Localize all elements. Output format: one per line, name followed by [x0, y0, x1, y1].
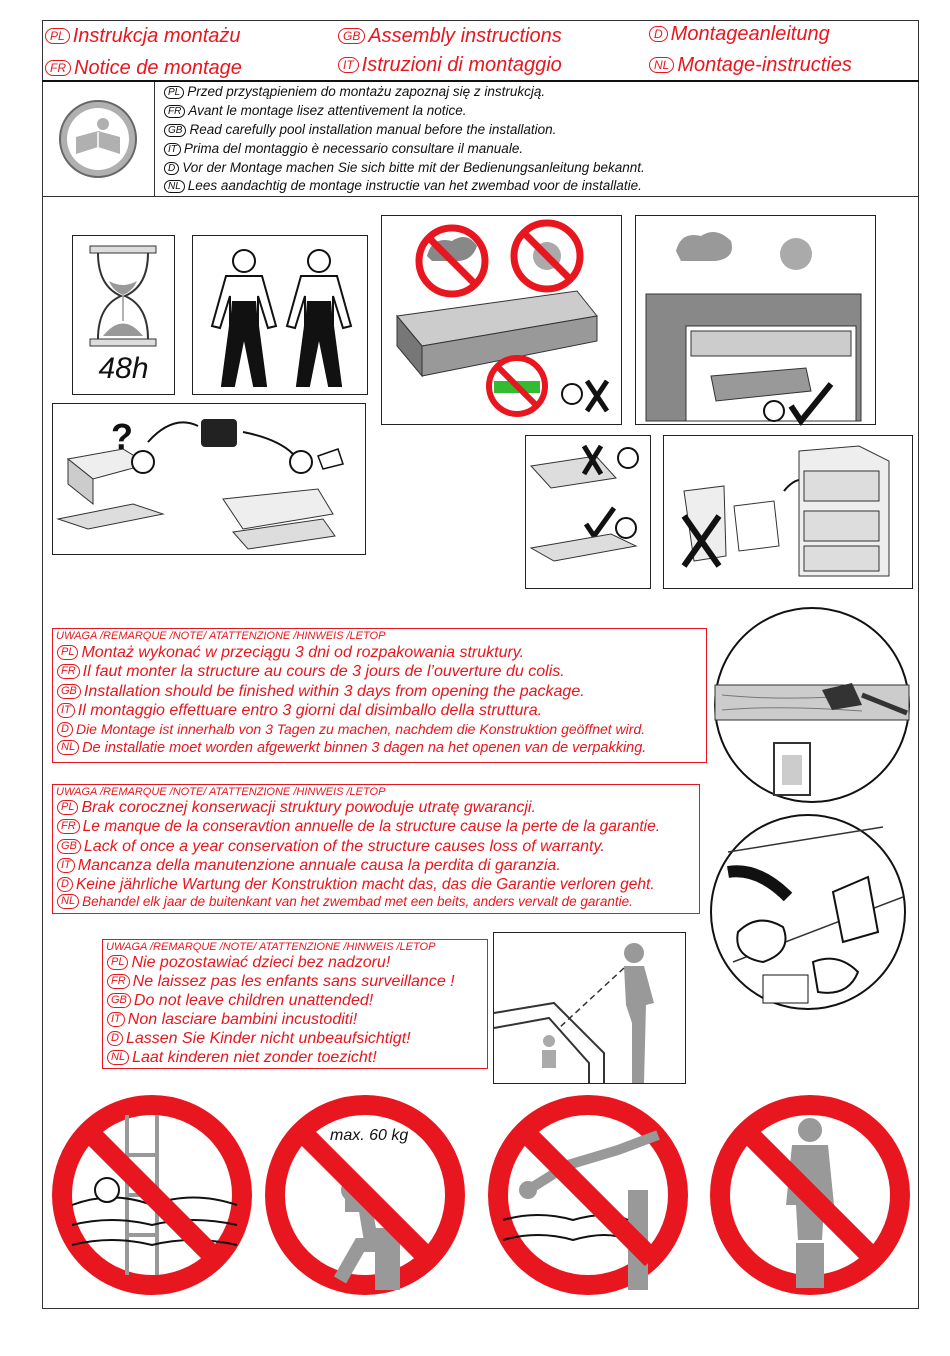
read-manual-pl: PL Przed przystąpieniem do montażu zapoznaj się z instrukcją.	[164, 84, 545, 99]
note-line: FR Il faut monter la structure au cours de 3 jours de l’ouverture du colis.	[57, 663, 565, 681]
storage-garage-panel	[635, 215, 876, 425]
lang-nl: NL Montage-instructies	[649, 54, 852, 77]
note-line: PL Nie pozostawiać dzieci bez nadzoru!	[107, 954, 390, 972]
note-line: IT Il montaggio effettuare entro 3 giorni dal disimballo della struttura.	[57, 702, 542, 720]
note-annual-conservation	[52, 784, 700, 914]
note-line: IT Non lasciare bambini incustoditi!	[107, 1011, 357, 1029]
note-line: NL Laat kinderen niet zonder toezicht!	[107, 1049, 377, 1067]
note-title: UWAGA /REMARQUE /NOTE/ ATATTENZIONE /HINWEIS /LETOP	[56, 786, 386, 798]
read-manual-it: IT Prima del montaggio è necessario consultare il manuale.	[164, 141, 523, 156]
stain-wood-icon	[712, 605, 912, 805]
note-line: NL Behandel elk jaar de buitenkant van het zwembad met een beits, anders vervalt de garantie.	[57, 894, 633, 909]
max-weight-label: max. 60 kg	[330, 1127, 409, 1144]
hourglass-icon	[73, 241, 173, 351]
keep-manual-panel	[663, 435, 913, 589]
note-line: D Lassen Sie Kinder nicht unbeaufsichtigt!	[107, 1030, 411, 1048]
lang-it: IT Istruzioni di montaggio	[338, 54, 562, 77]
lang-gb: GB Assembly instructions	[338, 25, 562, 48]
read-manual-nl: NL Lees aandachtig de montage instructie van het zwembad voor de installatie.	[164, 178, 642, 193]
lang-fr: FR Notice de montage	[45, 57, 242, 80]
missing-parts-phone-icon	[53, 404, 363, 554]
missing-parts-panel	[52, 403, 366, 555]
storage-outside-icon	[382, 216, 622, 424]
lang-pl: PL Instrukcja montażu	[45, 25, 241, 48]
storage-garage-icon	[636, 216, 876, 424]
note-three-days	[52, 628, 707, 763]
note-line: PL Brak corocznej konserwacji struktury powoduje utratę gwarancji.	[57, 799, 536, 817]
note-line: GB Lack of once a year conservation of the structure causes loss of warranty.	[57, 838, 605, 856]
note-title: UWAGA /REMARQUE /NOTE/ ATATTENZIONE /HINWEIS /LETOP	[56, 630, 386, 642]
plank-storage-icon	[526, 436, 650, 588]
note-line: GB Do not leave children unattended!	[107, 992, 373, 1010]
svg-text:?: ?	[111, 416, 133, 457]
keep-manual-cabinet-icon	[664, 436, 912, 588]
read-manual-section	[42, 82, 919, 197]
supervision-icon	[494, 933, 684, 1083]
read-manual-fr: FR Avant le montage lisez attentivement la notice.	[164, 103, 467, 118]
plank-storage-panel	[525, 435, 651, 589]
read-manual-icon	[58, 99, 138, 179]
maintenance-kit-icon	[708, 812, 908, 1012]
note-children	[102, 939, 488, 1069]
no-standing-on-edge-icon	[710, 1095, 910, 1295]
note-line: NL De installatie moet worden afgewerkt binnen 3 dagen na het openen van de verpakking.	[57, 740, 646, 756]
note-line: FR Ne laissez pas les enfants sans surveillance !	[107, 973, 455, 991]
storage-outside-panel	[381, 215, 622, 425]
timer-label: 48h	[98, 352, 149, 385]
two-workers-icon	[196, 241, 366, 391]
two-workers-panel	[192, 235, 368, 395]
no-pushing-ladder-icon	[52, 1095, 252, 1295]
language-header	[42, 20, 919, 82]
supervision-panel	[493, 932, 686, 1084]
lang-d: D Montageanleitung	[649, 23, 830, 46]
read-manual-d: D Vor der Montage machen Sie sich bitte mit der Bedienungsanleitung bekannt.	[164, 160, 645, 175]
note-line: FR Le manque de la conseravtion annuelle de la structure cause la perte de la garantie.	[57, 818, 660, 836]
note-line: PL Montaż wykonać w przeciągu 3 dni od rozpakowania struktury.	[57, 644, 524, 662]
no-sitting-on-edge-icon	[265, 1095, 465, 1295]
note-line: D Die Montage ist innerhalb von 3 Tagen zu machen, nachdem die Konstruktion geöffnet wird.	[57, 721, 645, 737]
read-manual-gb: GB Read carefully pool installation manual before the installation.	[164, 122, 556, 137]
note-line: D Keine jährliche Wartung der Konstruktion macht das, das die Garantie verloren geht.	[57, 876, 655, 894]
note-title: UWAGA /REMARQUE /NOTE/ ATATTENZIONE /HINWEIS /LETOP	[106, 941, 436, 953]
hourglass-panel	[72, 235, 175, 395]
no-diving-icon	[488, 1095, 688, 1295]
note-line: GB Installation should be finished within 3 days from opening the package.	[57, 683, 585, 701]
note-line: IT Mancanza della manutenzione annuale causa la perdita di garanzia.	[57, 857, 561, 875]
